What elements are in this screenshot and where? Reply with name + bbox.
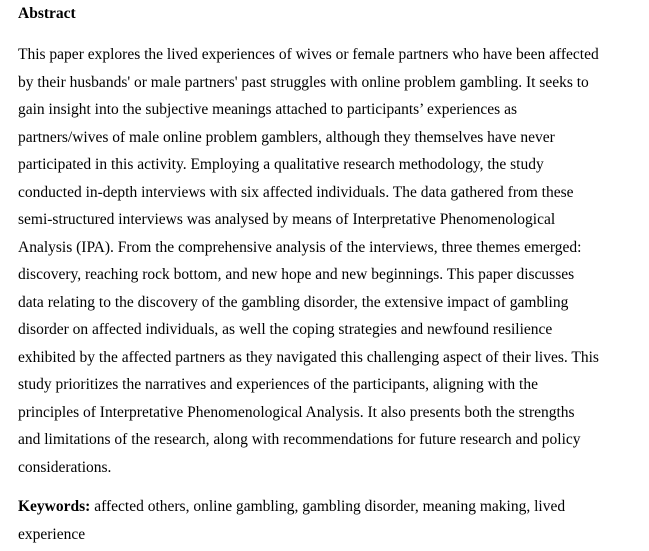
abstract-line: disorder on affected individuals, as well the coping strategies and newfound resilience [18,321,553,338]
keywords-line: experience [18,525,86,543]
keywords-paragraph [18,493,633,548]
abstract-line: semi-structured interviews was analysed by means of Interpretative Phenomenological [18,211,556,228]
abstract-heading: Abstract [18,5,76,22]
keywords-text: affected others, online gambling, gambling disorder, meaning making, lived [90,498,566,515]
abstract-line: considerations. [18,458,112,476]
abstract-line: conducted in-depth interviews with six affected individuals. The data gathered from these [18,183,574,201]
abstract-line: study prioritizes the narratives and experiences of the participants, aligning with the [18,376,538,393]
keywords-label: Keywords: [18,498,91,515]
abstract-line: gain insight into the subjective meanings attached to participants’ experiences as [18,101,517,118]
abstract-body [18,41,633,481]
abstract-line: discovery, reaching rock bottom, and new hope and new beginnings. This paper discusses [18,266,575,283]
abstract-line: partners/wives of male online problem gamblers, although they themselves have never [18,128,555,146]
abstract-line: principles of Interpretative Phenomenological Analysis. It also presents both the strengths [18,403,575,421]
abstract-line: by their husbands' or male partners' past struggles with online problem gambling. It seeks to [18,73,589,91]
abstract-line: Analysis (IPA). From the comprehensive analysis of the interviews, three themes emerged: [18,238,582,256]
abstract-line: This paper explores the lived experiences of wives or female partners who have been affected [18,46,599,63]
abstract-line: and limitations of the research, along with recommendations for future research and policy [18,431,581,448]
abstract-line: data relating to the discovery of the gambling disorder, the extensive impact of gambling [18,293,569,311]
keywords-line [18,493,633,521]
abstract-line: participated in this activity. Employing a qualitative research methodology, the study [18,156,544,173]
abstract-line: exhibited by the affected partners as they navigated this challenging aspect of their lives. This [18,348,599,366]
